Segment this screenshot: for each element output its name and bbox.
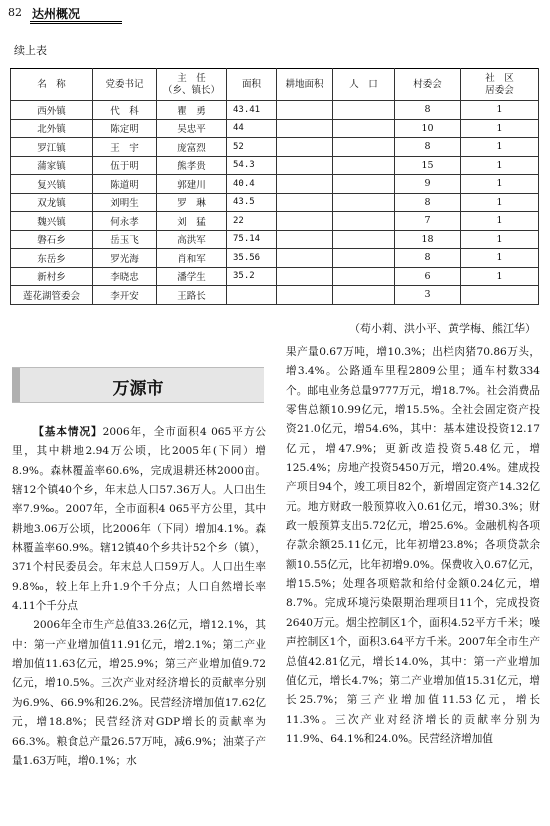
table-cell: 40.4 xyxy=(227,175,277,194)
column-header: 耕地面积 xyxy=(277,69,333,101)
table-cell: 1 xyxy=(461,156,539,175)
table-cell: 代 科 xyxy=(93,101,157,120)
table-row xyxy=(11,286,539,305)
table-cell: 西外镇 xyxy=(11,101,93,120)
table-cell: 陈定明 xyxy=(93,119,157,138)
table-cell: 东岳乡 xyxy=(11,249,93,268)
table-cell xyxy=(333,212,395,231)
table-cell: 熊孝贵 xyxy=(157,156,227,175)
table-cell: 陈道明 xyxy=(93,175,157,194)
table-cell: 王路长 xyxy=(157,286,227,305)
table-cell xyxy=(277,249,333,268)
table-cell: 何永孝 xyxy=(93,212,157,231)
table-cell: 3 xyxy=(395,286,461,305)
table-cell: 李开安 xyxy=(93,286,157,305)
basic-info-label: 【基本情况】 xyxy=(33,426,103,438)
table-cell: 6 xyxy=(395,267,461,286)
table-cell: 1 xyxy=(461,230,539,249)
column-header: 主 任 （乡、镇长） xyxy=(157,69,227,101)
table-cell: 1 xyxy=(461,119,539,138)
table-cell xyxy=(277,212,333,231)
table-cell xyxy=(333,138,395,157)
table-cell xyxy=(333,156,395,175)
table-cell: 潘学生 xyxy=(157,267,227,286)
economy-paragraph: 2006年全市生产总值33.26亿元，增12.1%，其中：第一产业增加值11.91亿元，增2.1%；第二产业增加值11.63亿元，增25.9%；第三产业增加值9.72亿元，增10.5%。三次产业对经济增长的贡献率分别为6.9%、66.9%和26.2%。民营经济增加值17.62亿元，增18.8%；民营经济对GDP增长的贡献率为66.3%。粮食总产量26.57万吨，减6.9%；油菜子产量1.63万吨，增0.1%；水 xyxy=(12,619,266,767)
running-title: 达州概况 xyxy=(32,7,81,21)
table-row xyxy=(11,101,539,120)
table-row xyxy=(11,230,539,249)
section-title: 万源市 xyxy=(112,379,164,399)
table-cell: 18 xyxy=(395,230,461,249)
table-cell xyxy=(227,286,277,305)
table-cell: 罗 琳 xyxy=(157,193,227,212)
table-cell xyxy=(333,249,395,268)
table-cell: 43.5 xyxy=(227,193,277,212)
table-cell: 10 xyxy=(395,119,461,138)
table-cell: 蒲家镇 xyxy=(11,156,93,175)
table-row xyxy=(11,175,539,194)
table-cell xyxy=(461,286,539,305)
table-cell xyxy=(333,101,395,120)
table-cell: 15 xyxy=(395,156,461,175)
table-cell: 新村乡 xyxy=(11,267,93,286)
table-cell: 1 xyxy=(461,249,539,268)
table-row xyxy=(11,156,539,175)
table-cell: 莲花湖管委会 xyxy=(11,286,93,305)
table-body xyxy=(11,101,539,305)
table-cell: 1 xyxy=(461,212,539,231)
table-cell: 8 xyxy=(395,193,461,212)
table-row xyxy=(11,138,539,157)
table-cell: 1 xyxy=(461,175,539,194)
table-cell: 郭建川 xyxy=(157,175,227,194)
table-cell: 罗江镇 xyxy=(11,138,93,157)
column-header: 人 口 xyxy=(333,69,395,101)
left-column xyxy=(12,423,266,771)
table-cell: 54.3 xyxy=(227,156,277,175)
table-cell: 35.2 xyxy=(227,267,277,286)
table-cell: 吴忠平 xyxy=(157,119,227,138)
header-rule xyxy=(30,21,122,24)
table-cell xyxy=(333,119,395,138)
table-cell xyxy=(277,267,333,286)
table-cell xyxy=(333,175,395,194)
table-cell: 7 xyxy=(395,212,461,231)
table-cell xyxy=(277,119,333,138)
table-cell xyxy=(333,267,395,286)
table-row xyxy=(11,249,539,268)
table-cell: 22 xyxy=(227,212,277,231)
table-cell: 9 xyxy=(395,175,461,194)
table-cell: 35.56 xyxy=(227,249,277,268)
continued-label: 续上表 xyxy=(14,44,47,57)
township-table xyxy=(10,68,539,305)
table-cell xyxy=(277,175,333,194)
table-cell: 刘 猛 xyxy=(157,212,227,231)
contributors-credit: （苟小莉、洪小平、黄学梅、熊江华） xyxy=(349,322,536,335)
table-cell: 8 xyxy=(395,101,461,120)
basic-info-paragraph xyxy=(12,423,266,616)
table-cell: 李晓忠 xyxy=(93,267,157,286)
table-cell: 复兴镇 xyxy=(11,175,93,194)
table-cell: 刘明生 xyxy=(93,193,157,212)
table-row xyxy=(11,119,539,138)
table-cell: 8 xyxy=(395,138,461,157)
table-cell: 8 xyxy=(395,249,461,268)
section-banner xyxy=(12,367,264,403)
table-row xyxy=(11,193,539,212)
table-cell xyxy=(277,230,333,249)
table-cell: 75.14 xyxy=(227,230,277,249)
table-cell: 高洪军 xyxy=(157,230,227,249)
table-cell: 磐石乡 xyxy=(11,230,93,249)
page-header xyxy=(8,4,542,24)
column-header: 社 区 居委会 xyxy=(461,69,539,101)
table-cell: 庞富烈 xyxy=(157,138,227,157)
table-cell: 伍于明 xyxy=(93,156,157,175)
table-cell: 北外镇 xyxy=(11,119,93,138)
table-cell: 43.41 xyxy=(227,101,277,120)
table-cell xyxy=(277,101,333,120)
page-number: 82 xyxy=(8,6,22,19)
column-header: 面积 xyxy=(227,69,277,101)
table-cell: 1 xyxy=(461,193,539,212)
column-header: 村委会 xyxy=(395,69,461,101)
table-cell xyxy=(333,286,395,305)
table-cell: 44 xyxy=(227,119,277,138)
table-cell xyxy=(333,193,395,212)
table-row xyxy=(11,212,539,231)
table-cell: 瞿 勇 xyxy=(157,101,227,120)
table-cell: 1 xyxy=(461,138,539,157)
right-column-text: 果产量0.67万吨，增10.3%；出栏肉猪70.86万头，增3.4%。公路通车里程2809公里；通车村数334个。邮电业务总量9777万元，增18.7%。社会消费品零售总额10.99亿元，增15.5%。全社会固定资产投资21.0亿元，增54.6%，其中：基本建设投资12.17亿元，增47.9%；更新改造投资5.48亿元，增125.4%；房地产投资5450万元，增20.4%。建成投产项目94个，竣工项目82个，新增固定资产14.32亿元。地方财政一般预算收入0.61亿元，增30.3%；财政一般预算支出5.72亿元，增25.6%。金融机构各项存款余额25.11亿元，比年初增23.8%；各项贷款余额10.55亿元，比年初增9.0%。保费收入0.67亿元，增15.5%；处理各项赔款和给付金额0.24亿元，增8.7%。完成环境污染限期治理项目11个，完成投资2640万元。烟尘控制区1个，面积4.52平方千米；噪声控制区1个，面积3.64平方千米。2007年全市生产总值42.81亿元，增长14.0%，其中：第一产业增加值亿元，增长4.7%；第二产业增加值15.31亿元，增长25.7%；第三产业增加值11.53亿元，增长11.3%。三次产业对经济增长的贡献率分别为11.9%、64.1%和24.0%。民营经济增加值 xyxy=(286,346,540,745)
table-cell: 1 xyxy=(461,101,539,120)
table-header-row xyxy=(11,69,539,101)
table-cell xyxy=(277,138,333,157)
table-cell: 魏兴镇 xyxy=(11,212,93,231)
table-cell: 双龙镇 xyxy=(11,193,93,212)
table-cell xyxy=(277,156,333,175)
table-cell: 岳玉飞 xyxy=(93,230,157,249)
table-cell xyxy=(277,193,333,212)
table-cell: 王 宇 xyxy=(93,138,157,157)
table-cell xyxy=(277,286,333,305)
column-header: 党委书记 xyxy=(93,69,157,101)
table-cell: 罗光海 xyxy=(93,249,157,268)
table-cell xyxy=(333,230,395,249)
basic-info-text: 2006年，全市面积4 065平方公里，其中耕地2.94万公顷，比2005年(下同）增8.9%。森林覆盖率60.6%，完成退耕还林2000亩。辖12个镇40个乡，年末总人口57.36万人。人口出生率7.9‰。2007年，全市面积4 065平方公里，其中耕地3.06万公顷，比2006年（下同）增加4.1%。森林覆盖率60.9%。辖12镇40个乡共计52个乡（镇），371个村民委员会。年末总人口59万人。人口出生率9.8‰，较上年上升1.9个千分点；人口自然增长率4.11个千分点 xyxy=(12,426,267,613)
right-column xyxy=(286,343,540,749)
column-header: 名 称 xyxy=(11,69,93,101)
table-cell: 52 xyxy=(227,138,277,157)
table-cell: 1 xyxy=(461,267,539,286)
table-cell: 肖和军 xyxy=(157,249,227,268)
table-row xyxy=(11,267,539,286)
